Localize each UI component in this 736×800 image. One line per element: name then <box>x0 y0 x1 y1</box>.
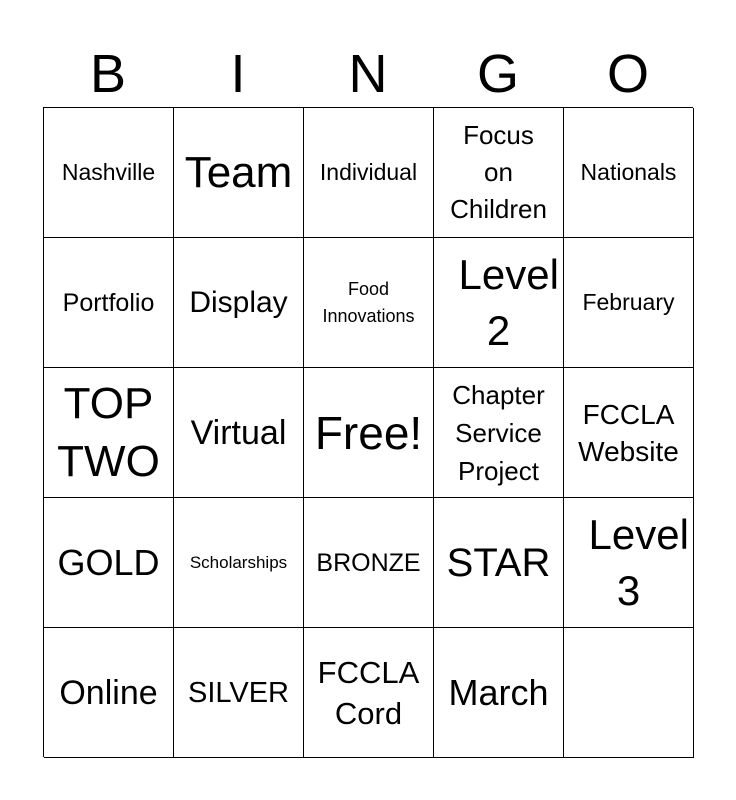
cell-text: Team <box>184 147 293 197</box>
cell-text: Level 3 <box>588 510 689 614</box>
cell-text: Individual <box>319 159 418 185</box>
bingo-cell[interactable] <box>564 498 694 628</box>
cell-text: SILVER <box>187 676 289 709</box>
bingo-cell[interactable] <box>44 628 174 758</box>
bingo-cell[interactable] <box>174 238 304 368</box>
bingo-cell[interactable] <box>564 108 694 238</box>
bingo-cell[interactable] <box>174 628 304 758</box>
cell-text: Scholarships <box>189 552 288 572</box>
bingo-cell[interactable] <box>564 368 694 498</box>
cell-text: Nashville <box>61 159 156 185</box>
cell-text: February <box>582 289 675 315</box>
bingo-cell[interactable] <box>174 368 304 498</box>
bingo-cell[interactable] <box>304 368 434 498</box>
bingo-cell[interactable] <box>174 498 304 628</box>
bingo-cell[interactable] <box>434 368 564 498</box>
cell-text: Chapter Service Project <box>452 379 545 486</box>
bingo-cell[interactable] <box>44 368 174 498</box>
bingo-cell[interactable] <box>44 238 174 368</box>
header-letter-i: I <box>230 44 246 104</box>
cell-text: Virtual <box>190 413 287 452</box>
bingo-cell[interactable] <box>174 108 304 238</box>
bingo-cell[interactable] <box>564 628 694 758</box>
cell-text: TOP TWO <box>57 378 160 486</box>
bingo-cell[interactable] <box>304 238 434 368</box>
cell-text: Level 2 <box>458 250 559 354</box>
bingo-board <box>43 107 693 757</box>
bingo-cell[interactable] <box>564 238 694 368</box>
bingo-cell[interactable] <box>434 238 564 368</box>
cell-text: FCCLA Website <box>578 398 679 467</box>
cell-text: Online <box>59 673 158 712</box>
bingo-cell[interactable] <box>304 628 434 758</box>
bingo-cell[interactable] <box>304 498 434 628</box>
cell-text: Free! <box>314 406 423 459</box>
cell-text: FCCLA Cord <box>317 654 420 731</box>
bingo-cell[interactable] <box>434 498 564 628</box>
cell-text: STAR <box>446 540 551 585</box>
bingo-cell[interactable] <box>434 108 564 238</box>
header-letter-g: G <box>476 44 519 104</box>
cell-text: Food Innovations <box>322 278 415 326</box>
cell-text: Focus on Children <box>450 120 547 224</box>
bingo-cell[interactable] <box>44 108 174 238</box>
bingo-cell[interactable] <box>44 498 174 628</box>
cell-text: BRONZE <box>316 548 421 577</box>
header-letter-b: B <box>89 44 127 104</box>
cell-text: March <box>448 671 549 713</box>
header-letter-o: O <box>606 44 649 104</box>
bingo-header <box>43 42 693 106</box>
bingo-cell[interactable] <box>304 108 434 238</box>
bingo-cell[interactable] <box>434 628 564 758</box>
header-letter-n: N <box>348 44 388 104</box>
cell-text: Nationals <box>580 159 677 185</box>
cell-text: Portfolio <box>62 288 155 317</box>
cell-text: Display <box>189 285 288 319</box>
cell-text: GOLD <box>57 541 160 583</box>
